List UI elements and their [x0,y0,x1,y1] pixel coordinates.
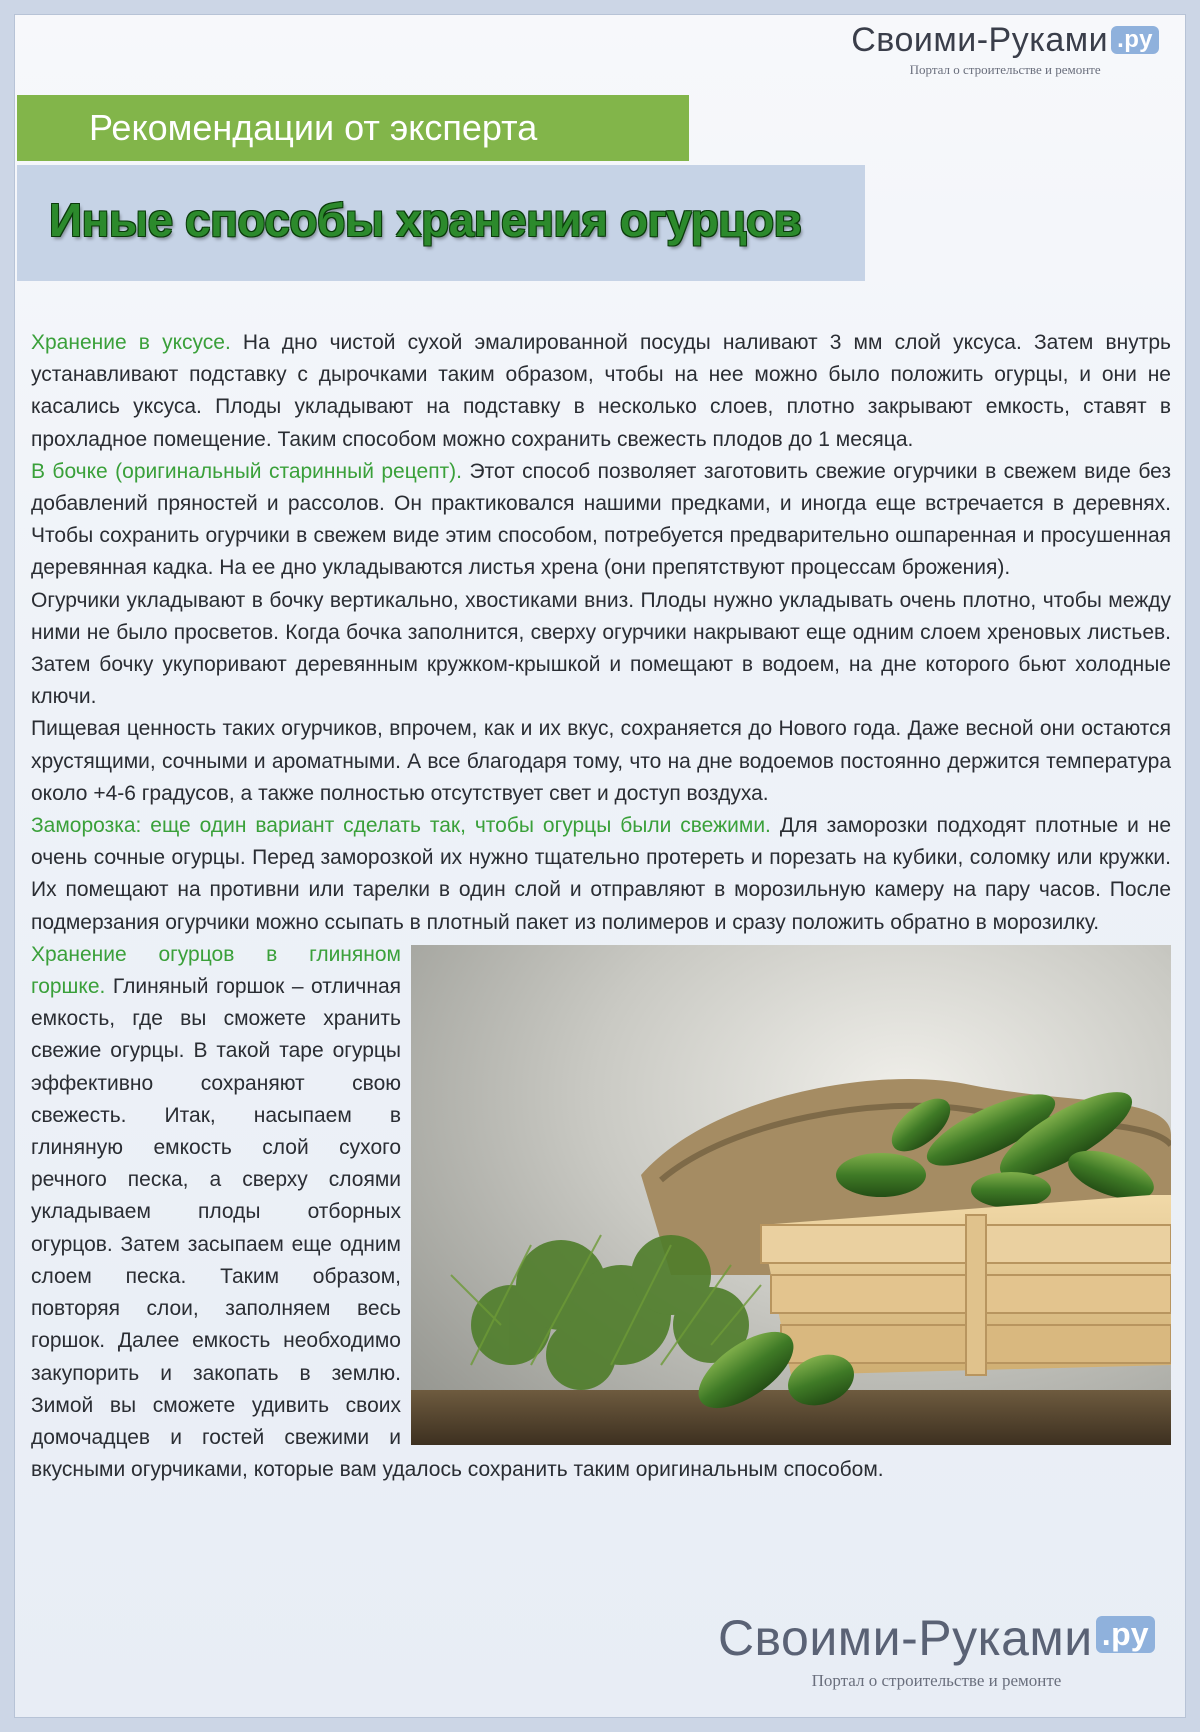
paragraph-vinegar [31,327,1171,456]
section-heading-vinegar: Хранение в уксусе. [31,331,231,354]
section-text-clay-pot: Глиняный горшок – отличная емкость, где вы сможете хранить свежие огурцы. В такой таре огурцы эффективно сохраняют свою свежесть. Итак, насыпаем в глиняную емкость слой сухого речного песка, а сверху слоями укладываем плоды отборных огурцов. Затем засыпаем еще одним слоем песка. Таким образом, повторяя слои, заполняем весь горшок. Далее емкость необходимо закупорить и закопать в землю. Зимой вы сможете удивить своих домочадцев и гостей свежими и вкусными огурчиками, которые вам удалось сохранить таким оригинальным способом. [31,975,884,1482]
section-heading-freezing: Заморозка: еще один вариант сделать так, чтобы огурцы были свежими. [31,814,771,838]
site-logo-bottom-tld: .ру [1096,1616,1155,1653]
site-logo-tagline: Портал о строительстве и ремонте [909,62,1101,77]
cucumbers-photo [411,945,1171,1445]
title-banner [17,165,865,281]
article-body [31,327,1171,1486]
paragraph-barrel [31,456,1171,585]
section-text-vinegar: На дно чистой сухой эмалированной посуды наливают 3 мм слой уксуса. Затем внутрь устанавливают подставку с дырочками таким образом, чтобы на нее можно было положить огурцы, и они не касались уксуса. Плоды укладывают на подставку в несколько слоев, плотно закрывают емкость, ставят в прохладное помещение. Таким способом можно сохранить свежесть плодов до 1 месяца. [31,331,1171,451]
paragraph-freezing [31,810,1171,939]
site-logo-brand: Своими-Руками .ру [851,21,1159,60]
article-page [14,14,1186,1718]
site-logo-bottom-tagline: Портал о строительстве и ремонте [811,1671,1062,1690]
clay-pot-section [31,939,1171,1486]
site-logo[interactable] [851,21,1159,78]
expert-recommendations-banner: Рекомендации от эксперта [17,95,689,161]
section-heading-barrel: В бочке (оригинальный старинный рецепт). [31,459,463,483]
section-text-freezing: Для заморозки подходят плотные и не очень сочные огурцы. Перед заморозкой их нужно тщательно протереть и порезать на кубики, соломку или кружки. Их помещают на противни или тарелки в один слой и отправляют в морозильную камеру на пару часов. После подмерзания огурчики можно ссыпать в плотный пакет из полимеров и сразу положить обратно в морозилку. [31,814,1172,934]
site-logo-bottom-brand: Своими-Руками .ру [718,1609,1155,1667]
cucumbers-illustration [411,945,1171,1445]
page-title: Иные способы хранения огурцов [49,194,802,246]
site-logo-bottom[interactable] [718,1609,1155,1691]
paragraph-barrel-3: Пищевая ценность таких огурчиков, впрочем, как и их вкус, сохраняется до Нового года. Даже весной они остаются хрустящими, сочными и ароматными. А все благодаря тому, что на дне водоемов постоянно держится температура около +4-6 градусов, а также полностью отсутствует свет и доступ воздуха. [31,717,1171,805]
paragraph-barrel-2: Огурчики укладывают в бочку вертикально, хвостиками вниз. Плоды нужно укладывать очень плотно, чтобы между ними не было просветов. Когда бочка заполнится, сверху огурчики накрывают еще одним слоем хреновых листьев. Затем бочку укупоривают деревянным кружком-крышкой и помещают в водоем, на дне которого бьют холодные ключи. [31,588,1171,709]
section-text-barrel: Этот способ позволяет заготовить свежие огурчики в свежем виде без добавлений пряностей и рассолов. Он практиковался нашими предками, и иногда еще встречается в деревнях. Чтобы сохранить огурчики в свежем виде этим способом, потребуется предварительно ошпаренная и просушенная деревянная кадка. На ее дно укладываются листья хрена (они препятствуют процессам брожения). [31,459,1172,580]
site-logo-tld: .ру [1111,26,1159,54]
section-heading-clay-pot: Хранение огурцов в глиняном горшке. [31,942,401,999]
